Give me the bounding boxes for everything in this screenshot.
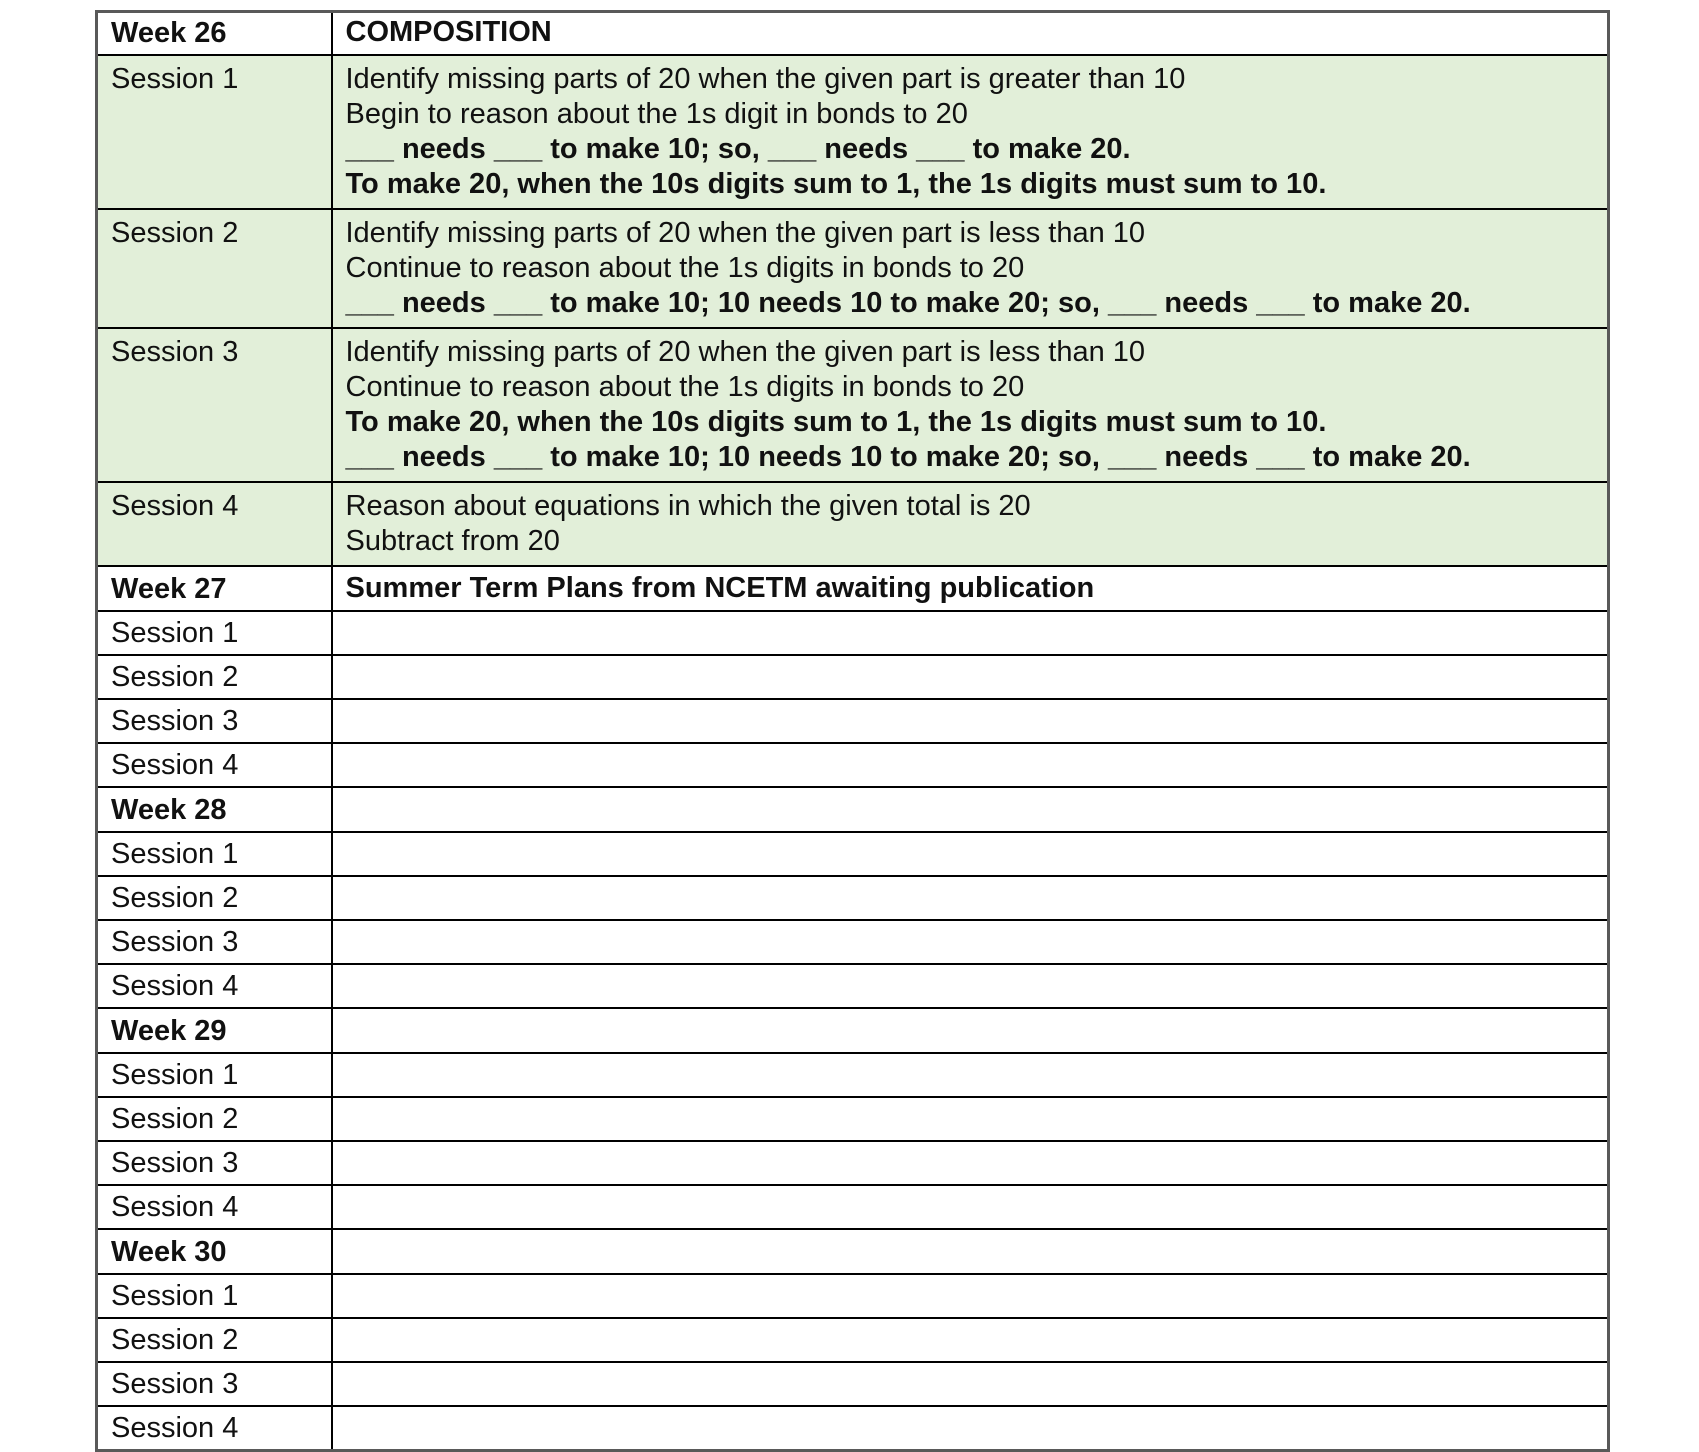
session-label-cell: Session 2 [97, 209, 332, 328]
session-label-cell: Session 4 [97, 743, 332, 787]
empty-content-cell [332, 1141, 1609, 1185]
table-row [97, 1362, 1609, 1406]
session-label-cell: Session 2 [97, 1318, 332, 1362]
empty-content-cell [332, 743, 1609, 787]
table-row [97, 482, 1609, 566]
week30-label-cell: Week 30 [97, 1229, 332, 1274]
session-label-cell: Session 3 [97, 920, 332, 964]
content-line: Subtract from 20 [345, 525, 560, 557]
content-line: Identify missing parts of 20 when the given part is greater than 10 [345, 63, 1186, 95]
session-label-cell: Session 2 [97, 655, 332, 699]
table-row [97, 920, 1609, 964]
session-label-cell: Session 1 [97, 1053, 332, 1097]
week27-label-cell: Week 27 [97, 566, 332, 611]
week29-label-cell: Week 29 [97, 1008, 332, 1053]
week28-label-cell: Week 28 [97, 787, 332, 832]
table-row [97, 1008, 1609, 1053]
table-row [97, 1053, 1609, 1097]
table-row [97, 1185, 1609, 1229]
table-row [97, 1274, 1609, 1318]
session-label-cell: Session 3 [97, 328, 332, 482]
empty-content-cell [332, 964, 1609, 1008]
empty-content-cell [332, 876, 1609, 920]
table-row [97, 1097, 1609, 1141]
empty-content-cell [332, 611, 1609, 655]
empty-content-cell [332, 1406, 1609, 1451]
table-row [97, 1406, 1609, 1451]
table-row [97, 209, 1609, 328]
session-label-cell: Session 2 [97, 876, 332, 920]
empty-content-cell [332, 1008, 1609, 1053]
session-label-cell: Session 3 [97, 699, 332, 743]
table-row [97, 12, 1609, 56]
session-label-cell: Session 4 [97, 1406, 332, 1451]
table-row [97, 611, 1609, 655]
empty-content-cell [332, 787, 1609, 832]
empty-content-cell [332, 1229, 1609, 1274]
empty-content-cell [332, 1318, 1609, 1362]
content-line: ___ needs ___ to make 10; so, ___ needs ___ to make 20. [345, 133, 1131, 165]
table-row [97, 1141, 1609, 1185]
empty-content-cell [332, 1362, 1609, 1406]
session-label-cell: Session 1 [97, 832, 332, 876]
table-row [97, 876, 1609, 920]
empty-content-cell [332, 1274, 1609, 1318]
session-label-cell: Session 4 [97, 482, 332, 566]
empty-content-cell [332, 832, 1609, 876]
session-content-cell [332, 482, 1609, 566]
content-line: To make 20, when the 10s digits sum to 1, the 1s digits must sum to 10. [345, 168, 1327, 200]
content-line: Reason about equations in which the given total is 20 [345, 490, 1031, 522]
content-line: To make 20, when the 10s digits sum to 1, the 1s digits must sum to 10. [345, 406, 1327, 438]
table-row [97, 1318, 1609, 1362]
weekly-plan-table [95, 10, 1610, 1452]
table-row [97, 787, 1609, 832]
empty-content-cell [332, 699, 1609, 743]
content-line: ___ needs ___ to make 10; 10 needs 10 to make 20; so, ___ needs ___ to make 20. [345, 441, 1471, 473]
table-row [97, 743, 1609, 787]
empty-content-cell [332, 1185, 1609, 1229]
table-row [97, 832, 1609, 876]
content-line: Identify missing parts of 20 when the given part is less than 10 [345, 217, 1146, 249]
content-line: Identify missing parts of 20 when the given part is less than 10 [345, 336, 1146, 368]
session-label-cell: Session 2 [97, 1097, 332, 1141]
session-content-cell [332, 328, 1609, 482]
composition-header-cell: COMPOSITION [332, 12, 1609, 56]
content-line: ___ needs ___ to make 10; 10 needs 10 to make 20; so, ___ needs ___ to make 20. [345, 287, 1471, 319]
content-line: Begin to reason about the 1s digit in bonds to 20 [345, 98, 968, 130]
table-row [97, 55, 1609, 209]
empty-content-cell [332, 1053, 1609, 1097]
table-row [97, 655, 1609, 699]
table-row [97, 699, 1609, 743]
session-label-cell: Session 1 [97, 55, 332, 209]
session-label-cell: Session 4 [97, 964, 332, 1008]
content-line: Continue to reason about the 1s digits in bonds to 20 [345, 252, 1025, 284]
table-row [97, 964, 1609, 1008]
session-label-cell: Session 1 [97, 1274, 332, 1318]
session-content-cell [332, 209, 1609, 328]
session-label-cell: Session 1 [97, 611, 332, 655]
empty-content-cell [332, 655, 1609, 699]
week27-note-cell: Summer Term Plans from NCETM awaiting publication [332, 566, 1609, 611]
session-label-cell: Session 3 [97, 1141, 332, 1185]
table-row [97, 328, 1609, 482]
session-label-cell: Session 4 [97, 1185, 332, 1229]
session-content-cell [332, 55, 1609, 209]
empty-content-cell [332, 920, 1609, 964]
empty-content-cell [332, 1097, 1609, 1141]
table-row [97, 1229, 1609, 1274]
session-label-cell: Session 3 [97, 1362, 332, 1406]
week26-label-cell: Week 26 [97, 12, 332, 56]
table-row [97, 566, 1609, 611]
content-line: Continue to reason about the 1s digits in bonds to 20 [345, 371, 1025, 403]
